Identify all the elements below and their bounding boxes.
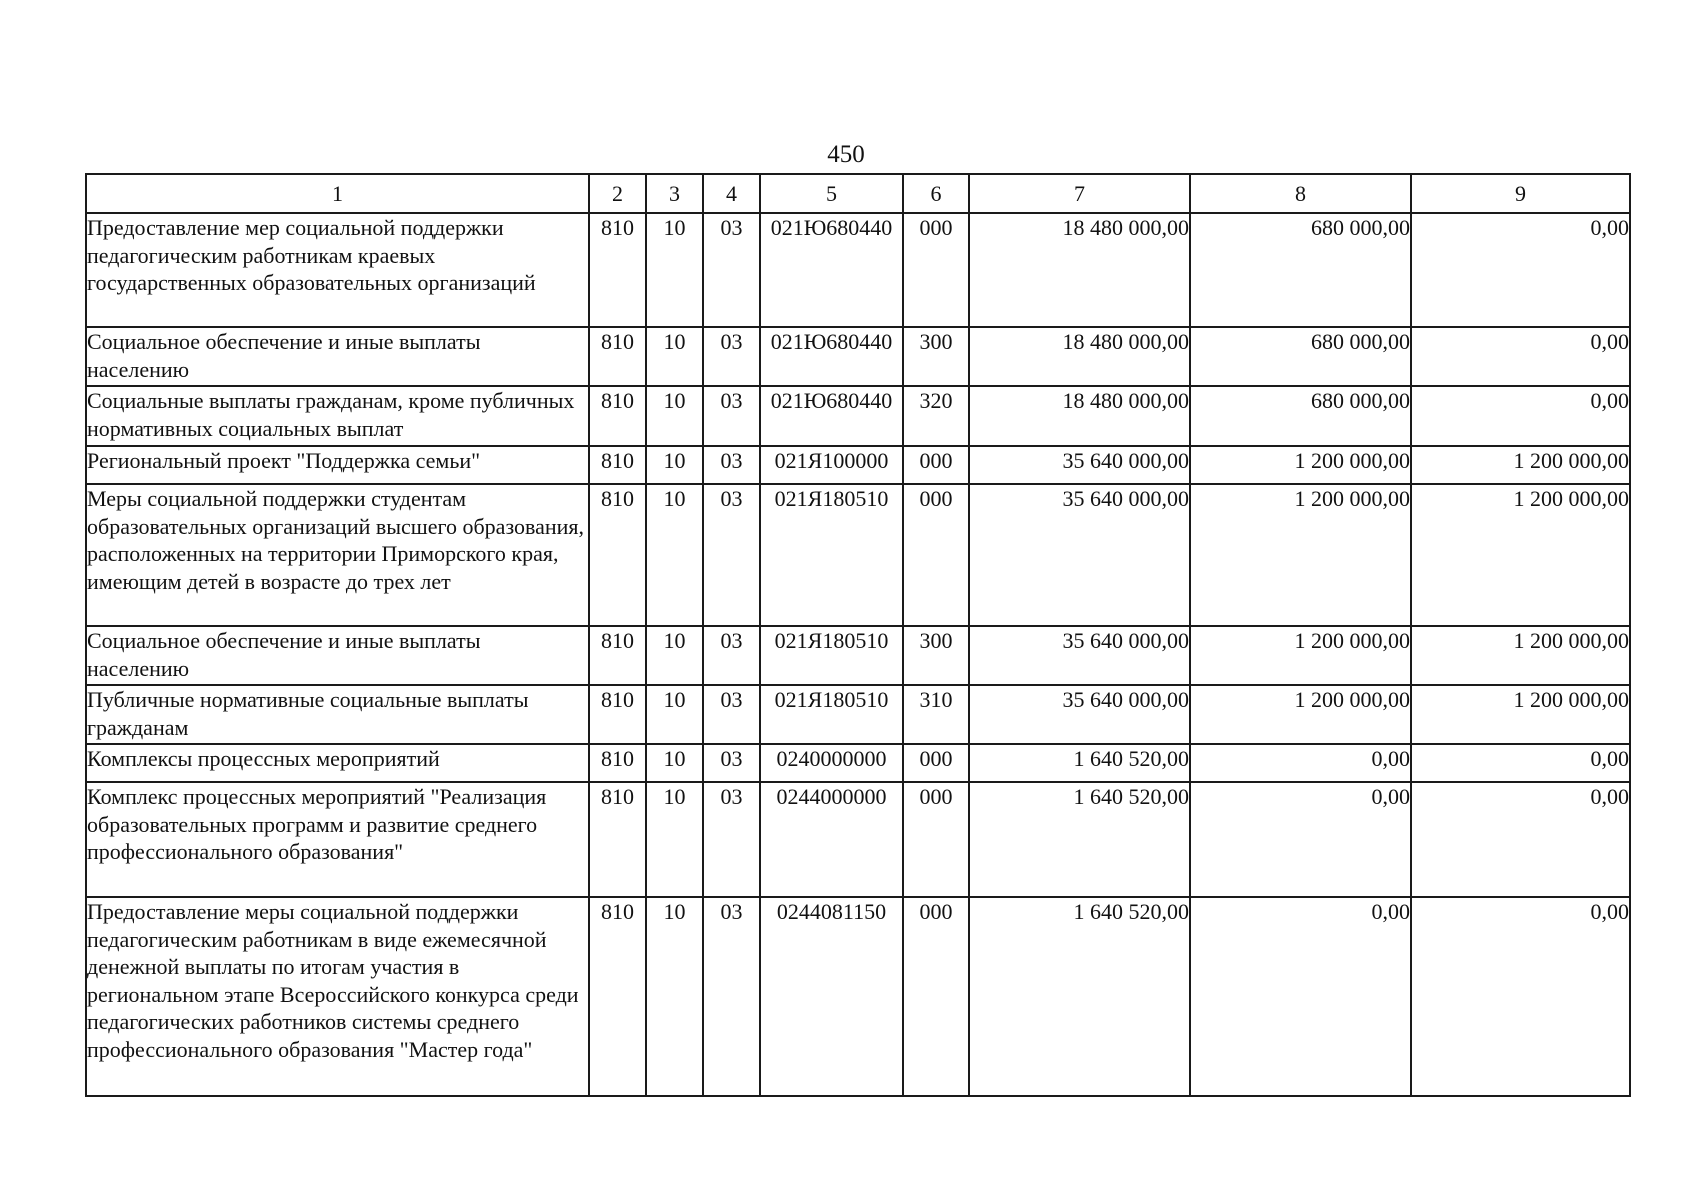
amount-cell: 1 200 000,00 [1190, 626, 1411, 685]
code-cell: 000 [903, 897, 969, 1096]
code-cell: 300 [903, 626, 969, 685]
code-cell: 03 [703, 213, 760, 327]
code-cell: 021Я180510 [760, 484, 903, 626]
amount-cell: 35 640 000,00 [969, 484, 1190, 626]
code-cell: 10 [646, 744, 703, 782]
code-cell: 10 [646, 327, 703, 386]
code-cell: 310 [903, 685, 969, 744]
header-cell: 2 [589, 174, 646, 213]
code-cell: 810 [589, 213, 646, 327]
code-cell: 000 [903, 744, 969, 782]
code-cell: 03 [703, 744, 760, 782]
amount-cell: 680 000,00 [1190, 327, 1411, 386]
amount-cell: 0,00 [1411, 744, 1630, 782]
table-row [86, 685, 1630, 744]
code-cell: 0240000000 [760, 744, 903, 782]
amount-cell: 680 000,00 [1190, 386, 1411, 446]
code-cell: 10 [646, 685, 703, 744]
code-cell: 03 [703, 626, 760, 685]
amount-cell: 1 200 000,00 [1411, 685, 1630, 744]
code-cell: 810 [589, 744, 646, 782]
table-row [86, 484, 1630, 626]
amount-cell: 35 640 000,00 [969, 446, 1190, 484]
page-number: 450 [827, 141, 865, 168]
code-cell: 300 [903, 327, 969, 386]
table-row [86, 386, 1630, 446]
header-cell: 6 [903, 174, 969, 213]
code-cell: 810 [589, 626, 646, 685]
code-cell: 810 [589, 782, 646, 897]
table-row [86, 446, 1630, 484]
header-cell: 9 [1411, 174, 1630, 213]
amount-cell: 1 200 000,00 [1190, 484, 1411, 626]
row-name: Социальные выплаты гражданам, кроме публичных нормативных социальных выплат [86, 386, 589, 446]
code-cell: 021Я180510 [760, 626, 903, 685]
code-cell: 10 [646, 386, 703, 446]
table-row [86, 626, 1630, 685]
row-name: Предоставление мер социальной поддержки педагогическим работникам краевых государственных образовательных организаций [86, 213, 589, 327]
header-row [86, 174, 1630, 213]
code-cell: 10 [646, 446, 703, 484]
amount-cell: 0,00 [1190, 897, 1411, 1096]
row-name: Социальное обеспечение и иные выплаты населению [86, 626, 589, 685]
code-cell: 10 [646, 897, 703, 1096]
code-cell: 021Ю680440 [760, 213, 903, 327]
code-cell: 10 [646, 626, 703, 685]
amount-cell: 35 640 000,00 [969, 685, 1190, 744]
budget-table [85, 173, 1631, 1097]
code-cell: 03 [703, 446, 760, 484]
row-name: Публичные нормативные социальные выплаты гражданам [86, 685, 589, 744]
amount-cell: 1 640 520,00 [969, 744, 1190, 782]
code-cell: 03 [703, 685, 760, 744]
header-cell: 7 [969, 174, 1190, 213]
code-cell: 0244000000 [760, 782, 903, 897]
amount-cell: 0,00 [1411, 782, 1630, 897]
amount-cell: 0,00 [1411, 897, 1630, 1096]
table-row [86, 897, 1630, 1096]
code-cell: 810 [589, 327, 646, 386]
code-cell: 021Я180510 [760, 685, 903, 744]
amount-cell: 1 200 000,00 [1190, 685, 1411, 744]
header-cell: 8 [1190, 174, 1411, 213]
table-row [86, 744, 1630, 782]
row-name: Социальное обеспечение и иные выплаты населению [86, 327, 589, 386]
code-cell: 021Я100000 [760, 446, 903, 484]
row-name: Предоставление меры социальной поддержки педагогическим работникам в виде ежемесячной денежной выплаты по итогам участия в региональном этапе Всероссийского конкурса среди педагогических работников системы среднего профессионального образования "Мастер года" [86, 897, 589, 1096]
code-cell: 810 [589, 386, 646, 446]
code-cell: 0244081150 [760, 897, 903, 1096]
amount-cell: 1 200 000,00 [1411, 446, 1630, 484]
code-cell: 810 [589, 446, 646, 484]
amount-cell: 0,00 [1411, 327, 1630, 386]
code-cell: 03 [703, 897, 760, 1096]
table-row [86, 213, 1630, 327]
row-name: Комплекс процессных мероприятий "Реализация образовательных программ и развитие среднего профессионального образования" [86, 782, 589, 897]
amount-cell: 35 640 000,00 [969, 626, 1190, 685]
code-cell: 000 [903, 446, 969, 484]
table-row [86, 782, 1630, 897]
header-cell: 5 [760, 174, 903, 213]
code-cell: 03 [703, 327, 760, 386]
code-cell: 810 [589, 685, 646, 744]
amount-cell: 1 640 520,00 [969, 897, 1190, 1096]
header-cell: 1 [86, 174, 589, 213]
amount-cell: 1 200 000,00 [1190, 446, 1411, 484]
row-name: Меры социальной поддержки студентам образовательных организаций высшего образования, расположенных на территории Приморского края, имеющим детей в возрасте до трех лет [86, 484, 589, 626]
code-cell: 320 [903, 386, 969, 446]
amount-cell: 18 480 000,00 [969, 327, 1190, 386]
code-cell: 03 [703, 782, 760, 897]
amount-cell: 1 640 520,00 [969, 782, 1190, 897]
code-cell: 021Ю680440 [760, 327, 903, 386]
header-cell: 4 [703, 174, 760, 213]
amount-cell: 0,00 [1411, 386, 1630, 446]
code-cell: 810 [589, 484, 646, 626]
row-name: Региональный проект "Поддержка семьи" [86, 446, 589, 484]
code-cell: 000 [903, 782, 969, 897]
header-cell: 3 [646, 174, 703, 213]
amount-cell: 1 200 000,00 [1411, 484, 1630, 626]
table-row [86, 327, 1630, 386]
code-cell: 10 [646, 782, 703, 897]
code-cell: 03 [703, 386, 760, 446]
amount-cell: 18 480 000,00 [969, 213, 1190, 327]
code-cell: 000 [903, 484, 969, 626]
amount-cell: 1 200 000,00 [1411, 626, 1630, 685]
amount-cell: 0,00 [1411, 213, 1630, 327]
amount-cell: 0,00 [1190, 744, 1411, 782]
code-cell: 810 [589, 897, 646, 1096]
code-cell: 021Ю680440 [760, 386, 903, 446]
amount-cell: 18 480 000,00 [969, 386, 1190, 446]
amount-cell: 680 000,00 [1190, 213, 1411, 327]
amount-cell: 0,00 [1190, 782, 1411, 897]
code-cell: 10 [646, 213, 703, 327]
code-cell: 10 [646, 484, 703, 626]
code-cell: 03 [703, 484, 760, 626]
code-cell: 000 [903, 213, 969, 327]
row-name: Комплексы процессных мероприятий [86, 744, 589, 782]
